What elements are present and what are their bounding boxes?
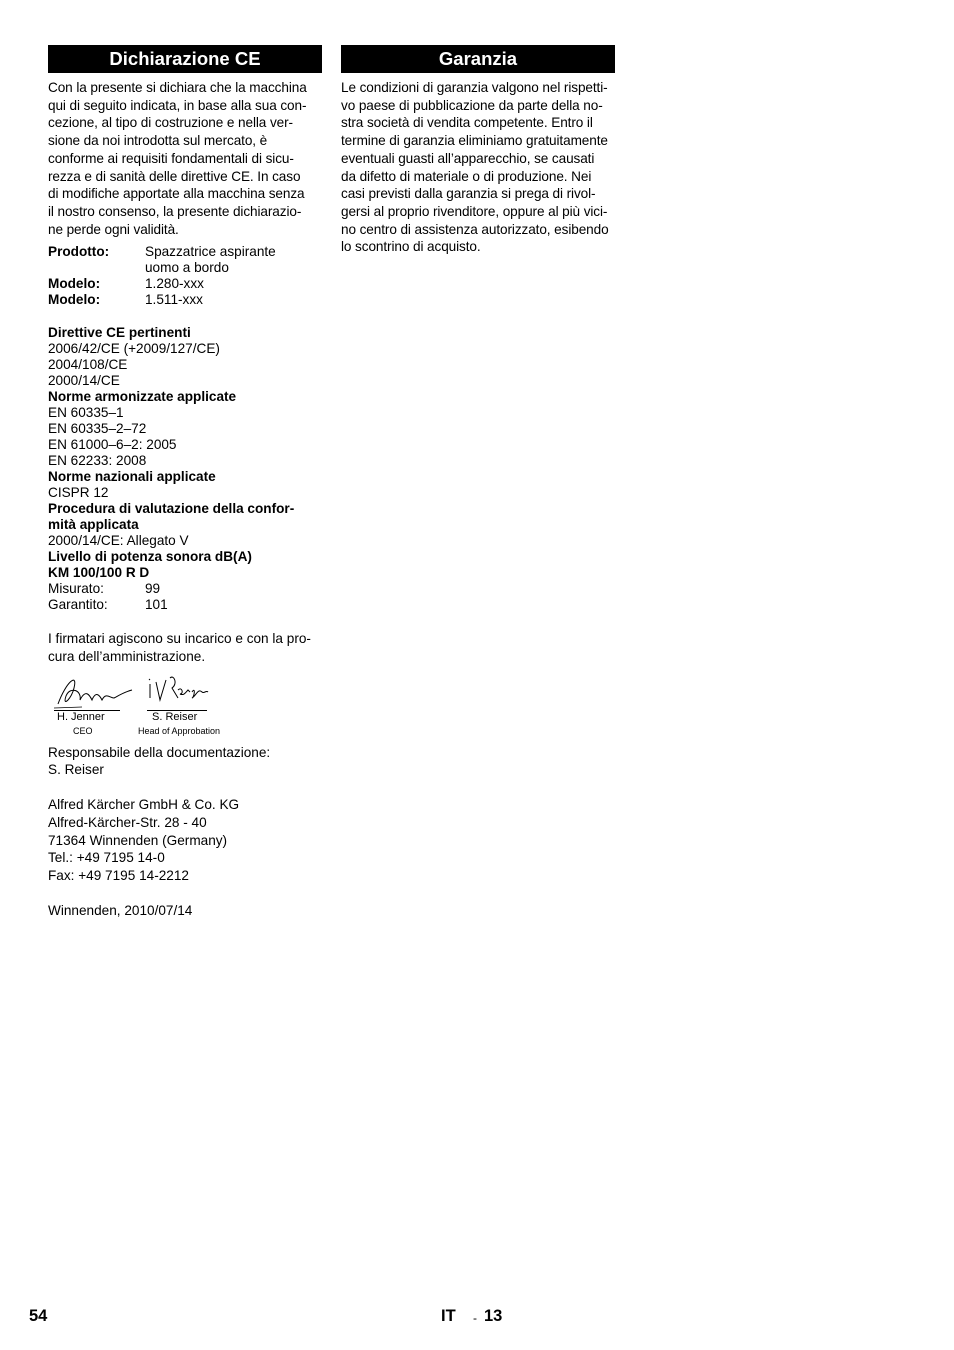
warranty-line: casi previsti dalla garanzia si prega di rivol- <box>341 186 596 202</box>
warranty-line: eventuali guasti all’apparecchio, se causati <box>341 150 595 166</box>
signature-jenner <box>52 674 136 710</box>
product-value-line: Spazzatrice aspirante <box>145 244 276 260</box>
signatures <box>48 672 322 744</box>
product-label: Prodotto: <box>48 244 110 260</box>
model-label: Modelo: <box>48 276 101 292</box>
warranty-line: termine di garanzia eliminiamo gratuitamente <box>341 133 608 149</box>
model-value: 1.511-xxx <box>145 292 203 308</box>
sound-model: KM 100/100 R D <box>48 565 150 581</box>
warranty-line: no centro di assistenza autorizzato, esibendo <box>341 221 609 237</box>
warranty-column <box>341 45 615 256</box>
footer-separator: - <box>473 1311 477 1325</box>
model-value: 1.280-xxx <box>145 276 204 292</box>
place-date-text: Winnenden, 2010/07/14 <box>48 902 193 918</box>
sub-page-number: 13 <box>484 1307 503 1325</box>
signatory-name: H. Jenner <box>57 710 105 723</box>
harmonized-item: EN 60335–2–72 <box>48 421 147 437</box>
directive-item: 2004/108/CE <box>48 357 128 373</box>
national-heading: Norme nazionali applicate <box>48 469 216 485</box>
guaranteed-row <box>48 597 322 613</box>
declaration-column <box>48 45 322 919</box>
address-line: Alfred Kärcher GmbH & Co. KG <box>48 797 240 813</box>
harmonized-heading: Norme armonizzate applicate <box>48 389 237 405</box>
national-item: CISPR 12 <box>48 485 109 501</box>
address-line: Tel.: +49 7195 14-0 <box>48 850 165 866</box>
warranty-text <box>341 79 615 256</box>
company-address <box>48 796 322 885</box>
warranty-line: vo paese di pubblicazione da parte della no- <box>341 97 603 113</box>
product-value-line: uomo a bordo <box>145 260 229 276</box>
product-row <box>48 244 322 276</box>
intro-line: il nostro consenso, la presente dichiarazio- <box>48 203 302 219</box>
directive-item: 2000/14/CE <box>48 373 120 389</box>
intro-line: conforme ai requisiti fondamentali di sicu- <box>48 150 294 166</box>
harmonized-item: EN 62233: 2008 <box>48 453 147 469</box>
address-line: Alfred-Kärcher-Str. 28 - 40 <box>48 814 207 830</box>
directives-heading: Direttive CE pertinenti <box>48 325 191 341</box>
warranty-line: stra società di vendita competente. Entro il <box>341 115 593 131</box>
warranty-line: da difetto di materiale o di produzione. Nei <box>341 168 592 184</box>
warranty-line: lo scontrino di acquisto. <box>341 239 481 255</box>
product-value <box>145 244 276 276</box>
directive-item: 2006/42/CE (+2009/127/CE) <box>48 341 220 357</box>
signature-reiser <box>146 676 212 706</box>
intro-line: cezione, al tipo di costruzione e nella ver- <box>48 115 293 131</box>
docs-responsible <box>48 744 322 779</box>
standards-block <box>48 325 322 613</box>
address-line: 71364 Winnenden (Germany) <box>48 832 228 848</box>
guaranteed-value: 101 <box>145 597 168 613</box>
docs-responsible-name: S. Reiser <box>48 762 104 778</box>
signatory-role: Head of Approbation <box>138 725 221 736</box>
address-line: Fax: +49 7195 14-2212 <box>48 867 189 883</box>
intro-line: ne perde ogni validità. <box>48 221 179 237</box>
intro-line: sione da noi introdotta sul mercato, è <box>48 133 268 149</box>
model-row <box>48 276 322 292</box>
intro-line: Con la presente si dichiara che la macchina <box>48 80 307 95</box>
sound-heading: Livello di potenza sonora dB(A) <box>48 549 252 565</box>
warranty-title: Garanzia <box>341 45 615 73</box>
measured-value: 99 <box>145 581 161 597</box>
procedure-item: 2000/14/CE: Allegato V <box>48 533 189 549</box>
declaration-title: Dichiarazione CE <box>48 45 322 73</box>
signatories-line: cura dell’amministrazione. <box>48 649 206 665</box>
model-label: Modelo: <box>48 292 101 308</box>
measured-row <box>48 581 322 597</box>
harmonized-item: EN 60335–1 <box>48 405 124 421</box>
signatory-name: S. Reiser <box>152 710 198 723</box>
place-date <box>48 902 322 920</box>
guaranteed-label: Garantito: <box>48 597 108 613</box>
docs-responsible-label: Responsabile della documentazione: <box>48 744 271 760</box>
harmonized-item: EN 61000–6–2: 2005 <box>48 437 177 453</box>
intro-line: di modifiche apportate alla macchina senza <box>48 186 305 202</box>
measured-label: Misurato: <box>48 581 104 597</box>
warranty-line: gersi al proprio rivenditore, oppure al più vici- <box>341 203 608 219</box>
page-number: 54 <box>29 1307 48 1325</box>
procedure-heading: Procedura di valutazione della confor- <box>48 501 295 517</box>
signatory-role: CEO <box>73 725 93 736</box>
intro-line: rezza e di sanità delle direttive CE. In caso <box>48 168 301 184</box>
intro-line: qui di seguito indicata, in base alla sua con- <box>48 97 307 113</box>
signatories-note <box>48 630 322 665</box>
declaration-intro <box>48 79 322 238</box>
warranty-line: Le condizioni di garanzia valgono nel rispetti- <box>341 80 608 95</box>
model-row <box>48 292 322 308</box>
procedure-heading: mità applicata <box>48 517 139 533</box>
product-block <box>48 244 322 308</box>
language-code: IT <box>441 1307 456 1325</box>
signatories-line: I firmatari agiscono su incarico e con la pro- <box>48 631 311 647</box>
